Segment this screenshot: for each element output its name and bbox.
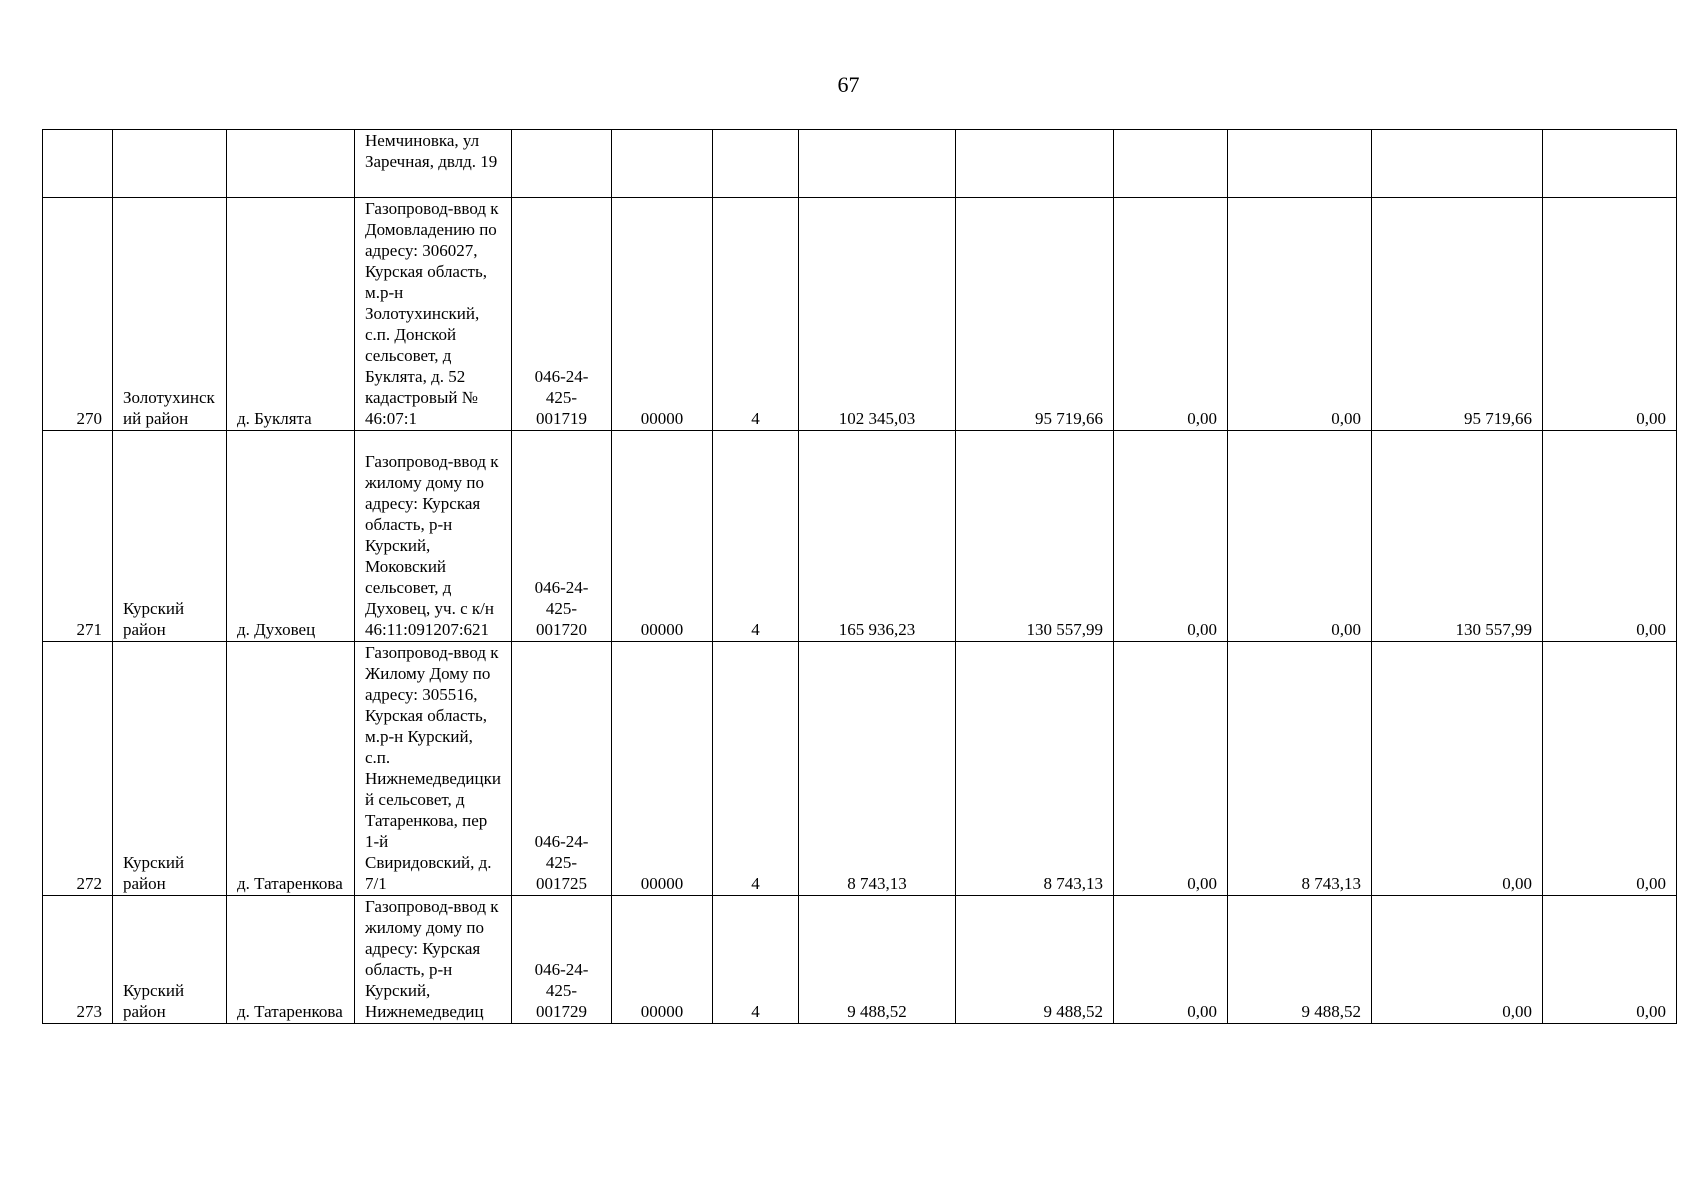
page-number: 67 bbox=[837, 72, 860, 97]
cell-v5: 0,00 bbox=[1372, 896, 1543, 1024]
cell-inv-number bbox=[512, 130, 612, 198]
cell-v4: 9 488,52 bbox=[1228, 896, 1372, 1024]
cell-description: Газопровод-ввод к жилому дому по адресу: Курская область, р-н Курский, Моковский сельсовет, д Духовец, уч. с к/н 46:11:091207:621 bbox=[355, 431, 512, 642]
cell-district: Курский район bbox=[113, 896, 227, 1024]
cell-no: 270 bbox=[43, 198, 113, 431]
cell-inv-number: 046-24-425-001719 bbox=[512, 198, 612, 431]
cell-locality bbox=[227, 130, 355, 198]
cell-v1 bbox=[799, 130, 956, 198]
cell-no: 271 bbox=[43, 431, 113, 642]
cell-code: 00000 bbox=[612, 642, 713, 896]
cell-district: Курский район bbox=[113, 642, 227, 896]
cell-district bbox=[113, 130, 227, 198]
cell-description: Газопровод-ввод к жилому дому по адресу: Курская область, р-н Курский, Нижнемедведиц bbox=[355, 896, 512, 1024]
cell-group: 4 bbox=[713, 198, 799, 431]
cell-v3: 0,00 bbox=[1114, 431, 1228, 642]
cell-no: 272 bbox=[43, 642, 113, 896]
cell-v5 bbox=[1372, 130, 1543, 198]
cell-v3: 0,00 bbox=[1114, 198, 1228, 431]
cell-v6: 0,00 bbox=[1543, 431, 1677, 642]
cell-v3: 0,00 bbox=[1114, 896, 1228, 1024]
cell-v3: 0,00 bbox=[1114, 642, 1228, 896]
cell-v5: 130 557,99 bbox=[1372, 431, 1543, 642]
cell-inv-number: 046-24-425-001725 bbox=[512, 642, 612, 896]
cell-inv-number: 046-24-425-001729 bbox=[512, 896, 612, 1024]
table-row-continued bbox=[43, 130, 1677, 198]
cell-v6: 0,00 bbox=[1543, 896, 1677, 1024]
cell-group: 4 bbox=[713, 642, 799, 896]
cell-v3 bbox=[1114, 130, 1228, 198]
cell-v2: 130 557,99 bbox=[956, 431, 1114, 642]
cell-locality: д. Буклята bbox=[227, 198, 355, 431]
cell-group bbox=[713, 130, 799, 198]
cell-v4: 8 743,13 bbox=[1228, 642, 1372, 896]
cell-v6 bbox=[1543, 130, 1677, 198]
cell-district: Золотухинский район bbox=[113, 198, 227, 431]
cell-locality: д. Духовец bbox=[227, 431, 355, 642]
table-row bbox=[43, 642, 1677, 896]
cell-description: Газопровод-ввод к Домовладению по адресу: 306027, Курская область, м.р-н Золотухинский, с.п. Донской сельсовет, д Буклята, д. 52 кадастровый № 46:07:1 bbox=[355, 198, 512, 431]
cell-v2: 9 488,52 bbox=[956, 896, 1114, 1024]
cell-v1: 9 488,52 bbox=[799, 896, 956, 1024]
cell-group: 4 bbox=[713, 431, 799, 642]
cell-v4: 0,00 bbox=[1228, 198, 1372, 431]
cell-v1: 8 743,13 bbox=[799, 642, 956, 896]
cell-v6: 0,00 bbox=[1543, 642, 1677, 896]
cell-description: Немчиновка, ул Заречная, двлд. 19 bbox=[355, 130, 512, 198]
cell-district: Курский район bbox=[113, 431, 227, 642]
cell-code: 00000 bbox=[612, 198, 713, 431]
cell-no: 273 bbox=[43, 896, 113, 1024]
cell-v2: 8 743,13 bbox=[956, 642, 1114, 896]
cell-v2 bbox=[956, 130, 1114, 198]
cell-v2: 95 719,66 bbox=[956, 198, 1114, 431]
cell-v4 bbox=[1228, 130, 1372, 198]
cell-v1: 165 936,23 bbox=[799, 431, 956, 642]
cell-v1: 102 345,03 bbox=[799, 198, 956, 431]
table-row bbox=[43, 896, 1677, 1024]
table-row bbox=[43, 431, 1677, 642]
cell-v4: 0,00 bbox=[1228, 431, 1372, 642]
cell-code: 00000 bbox=[612, 896, 713, 1024]
cell-locality: д. Татаренкова bbox=[227, 896, 355, 1024]
cell-code bbox=[612, 130, 713, 198]
cell-group: 4 bbox=[713, 896, 799, 1024]
table-row bbox=[43, 198, 1677, 431]
cell-code: 00000 bbox=[612, 431, 713, 642]
cell-v5: 95 719,66 bbox=[1372, 198, 1543, 431]
cell-no bbox=[43, 130, 113, 198]
cell-v6: 0,00 bbox=[1543, 198, 1677, 431]
property-register-table bbox=[42, 129, 1677, 1024]
cell-inv-number: 046-24-425-001720 bbox=[512, 431, 612, 642]
cell-locality: д. Татаренкова bbox=[227, 642, 355, 896]
cell-description: Газопровод-ввод к Жилому Дому по адресу: 305516, Курская область, м.р-н Курский, с.п. Нижнемедведицкий сельсовет, д Татаренкова, пер 1-й Свиридовский, д. 7/1 bbox=[355, 642, 512, 896]
cell-v5: 0,00 bbox=[1372, 642, 1543, 896]
